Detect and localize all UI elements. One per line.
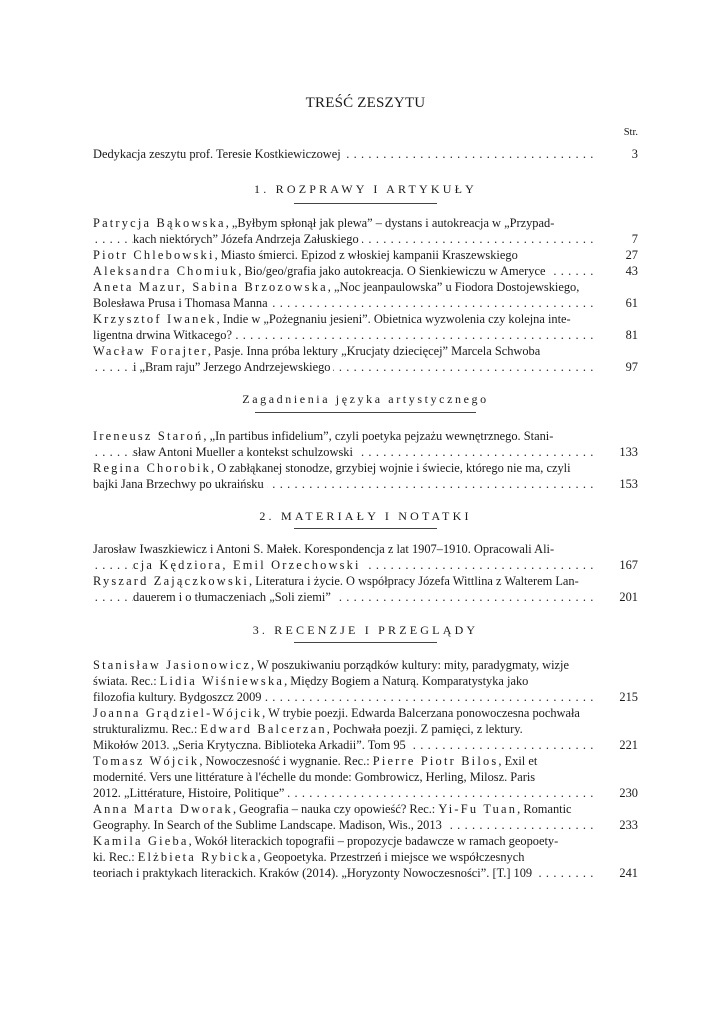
author-name: Aleksandra Chomiuk <box>93 264 239 278</box>
page-number: 61 <box>598 295 638 311</box>
page-column-label: Str. <box>623 127 638 138</box>
toc-entry-cont: modernité. Vers une littérature à l'échelle du monde: Gombrowicz, Herling, Milosz. Paris <box>93 769 638 785</box>
toc-entry-cont: świata. Rec.: Lidia Wiśniewska, Między Bogiem a Naturą. Komparatystyka jako <box>93 673 638 689</box>
toc-entry-cont: . . . teoriach i praktykach literackich. Kraków (2014). „Horyzonty Nowoczesności”. [T.] 109 241 <box>93 865 638 881</box>
toc-entry: Ryszard Zajączkowski, Literatura i życie. O współpracy Józefa Wittlina z Walterem Lan- <box>93 573 638 589</box>
section-heading-2: 2. MATERIAŁY I NOTATKI <box>259 509 472 523</box>
author-name: Anna Marta Dworak <box>93 802 233 816</box>
toc-entry: . . . Aleksandra Chomiuk, Bio/geo/grafia jako autokreacja. O Sienkiewiczu w Ameryce 43 <box>93 263 638 279</box>
page-number: 43 <box>598 263 638 279</box>
author-name: Tomasz Wójcik <box>93 754 200 768</box>
toc-entry-cont: . . . Geography. In Search of the Sublime Landscape. Madison, Wis., 2013 233 <box>93 817 638 833</box>
toc-entry: Tomasz Wójcik, Nowoczesność i wygnanie. Rec.: Pierre Piotr Bilos, Exil et <box>93 753 638 769</box>
page-number: 3 <box>598 146 638 162</box>
toc-entry: Wacław Forajter, Pasje. Inna próba lektury „Krucjaty dziecięcej” Marcela Schwoba <box>93 343 638 359</box>
author-name: Joanna Grądziel-Wójcik <box>93 706 263 720</box>
toc-entry-cont: . . . cja Kędziora, Emil Orzechowski 167 <box>93 557 638 573</box>
toc-entry-cont: . . . bajki Jana Brzechwy po ukraińsku 153 <box>93 476 638 492</box>
author-name: Stanisław Jasionowicz <box>93 658 252 672</box>
toc-entry-cont: . . . filozofia kultury. Bydgoszcz 2009 215 <box>93 689 638 705</box>
toc-entry: Krzysztof Iwanek, Indie w „Pożegnaniu jesieni”. Obietnica wyzwolenia czy kolejna inte- <box>93 311 638 327</box>
toc-entry-cont: strukturalizmu. Rec.: Edward Balcerzan, Pochwała poezji. Z pamięci, z lektury. <box>93 721 638 737</box>
toc-entry-cont: . . . kach niektórych” Józefa Andrzeja Załuskiego 7 <box>93 231 638 247</box>
page-number: 97 <box>598 359 638 375</box>
page-number: 133 <box>598 444 638 460</box>
page-number: 153 <box>598 476 638 492</box>
page-number: 201 <box>598 589 638 605</box>
toc-entry: Kamila Gieba, Wokół literackich topografii – propozycje badawcze w ramach geopoety- <box>93 833 638 849</box>
author-name: Ireneusz Staroń <box>93 429 204 443</box>
toc-entry-cont: . . . ligentna drwina Witkacego? 81 <box>93 327 638 343</box>
toc-entry-cont: ki. Rec.: Elżbieta Rybicka, Geopoetyka. Przestrzeń i miejsce we współczesnych <box>93 849 638 865</box>
toc-entry-cont: . . . Mikołów 2013. „Seria Krytyczna. Biblioteka Arkadii”. Tom 95 221 <box>93 737 638 753</box>
toc-entry-cont: . . . i „Bram raju” Jerzego Andrzejewskiego 97 <box>93 359 638 375</box>
toc-entry: Piotr Chlebowski, Miasto śmierci. Epizod z włoskiej kampanii Kraszewskiego 27 <box>93 248 638 262</box>
page-number: 81 <box>598 327 638 343</box>
author-name: Regina Chorobik <box>93 461 212 475</box>
page-number: 7 <box>598 231 638 247</box>
page-number: 215 <box>598 689 638 705</box>
toc-entry-cont: . . . 2012. „Littérature, Histoire, Politique” 230 <box>93 785 638 801</box>
author-name: Kamila Gieba <box>93 834 189 848</box>
author-name: Piotr Chlebowski <box>93 248 215 262</box>
toc-entry-dedication: . . . Dedykacja zeszytu prof. Teresie Kostkiewiczowej 3 <box>93 146 638 162</box>
page-number: 167 <box>598 557 638 573</box>
section-rule-1b <box>255 412 476 413</box>
section-heading-3: 3. RECENZJE I PRZEGLĄDY <box>252 623 479 637</box>
toc-entry-cont: . . . sław Antoni Mueller a kontekst schulzowski 133 <box>93 444 638 460</box>
author-name: Patrycja Bąkowska <box>93 216 226 230</box>
page-title: TREŚĆ ZESZYTU <box>305 95 426 111</box>
author-name: Aneta Mazur, Sabina Brzozowska <box>93 280 328 294</box>
page-number: 27 <box>598 247 638 263</box>
author-name: Wacław Forajter <box>93 344 208 358</box>
toc-entry: Joanna Grądziel-Wójcik, W trybie poezji. Edwarda Balcerzana ponowoczesna pochwała <box>93 705 638 721</box>
page-number: 233 <box>598 817 638 833</box>
section-heading-1: 1. ROZPRAWY I ARTYKUŁY <box>254 182 477 196</box>
toc-entry: Regina Chorobik, O zabłąkanej stonodze, grzybiej wojnie i świecie, którego nie ma, czyli <box>93 460 638 476</box>
toc-entry: Jarosław Iwaszkiewicz i Antoni S. Małek. Korespondencja z lat 1907–1910. Opracowali Ali- <box>93 541 638 557</box>
section-rule-1 <box>294 203 437 204</box>
toc-entry: Patrycja Bąkowska, „Byłbym spłonął jak plewa” – dystans i autokreacja w „Przypad- <box>93 215 638 231</box>
toc-entry: Anna Marta Dworak, Geografia – nauka czy opowieść? Rec.: Yi-Fu Tuan, Romantic <box>93 801 638 817</box>
section-heading-1b: Zagadnienia języka artystycznego <box>242 392 489 406</box>
toc-entry: Ireneusz Staroń, „In partibus infidelium”, czyli poetyka pejzażu wewnętrznego. Stani- <box>93 428 638 444</box>
page-number: 230 <box>598 785 638 801</box>
toc-entry: Aneta Mazur, Sabina Brzozowska, „Noc jeanpaulowska” u Fiodora Dostojewskiego, <box>93 279 638 295</box>
author-name: Krzysztof Iwanek <box>93 312 217 326</box>
section-rule-3 <box>294 642 437 643</box>
page-number: 241 <box>598 865 638 881</box>
toc-entry-cont: . . . Bolesława Prusa i Thomasa Manna 61 <box>93 295 638 311</box>
page-number: 221 <box>598 737 638 753</box>
toc-entry: Stanisław Jasionowicz, W poszukiwaniu porządków kultury: mity, paradygmaty, wizje <box>93 657 638 673</box>
section-rule-2 <box>294 528 437 529</box>
author-name: Ryszard Zajączkowski <box>93 574 250 588</box>
toc-entry-cont: . . . dauerem i o tłumaczeniach „Soli ziemi” 201 <box>93 589 638 605</box>
